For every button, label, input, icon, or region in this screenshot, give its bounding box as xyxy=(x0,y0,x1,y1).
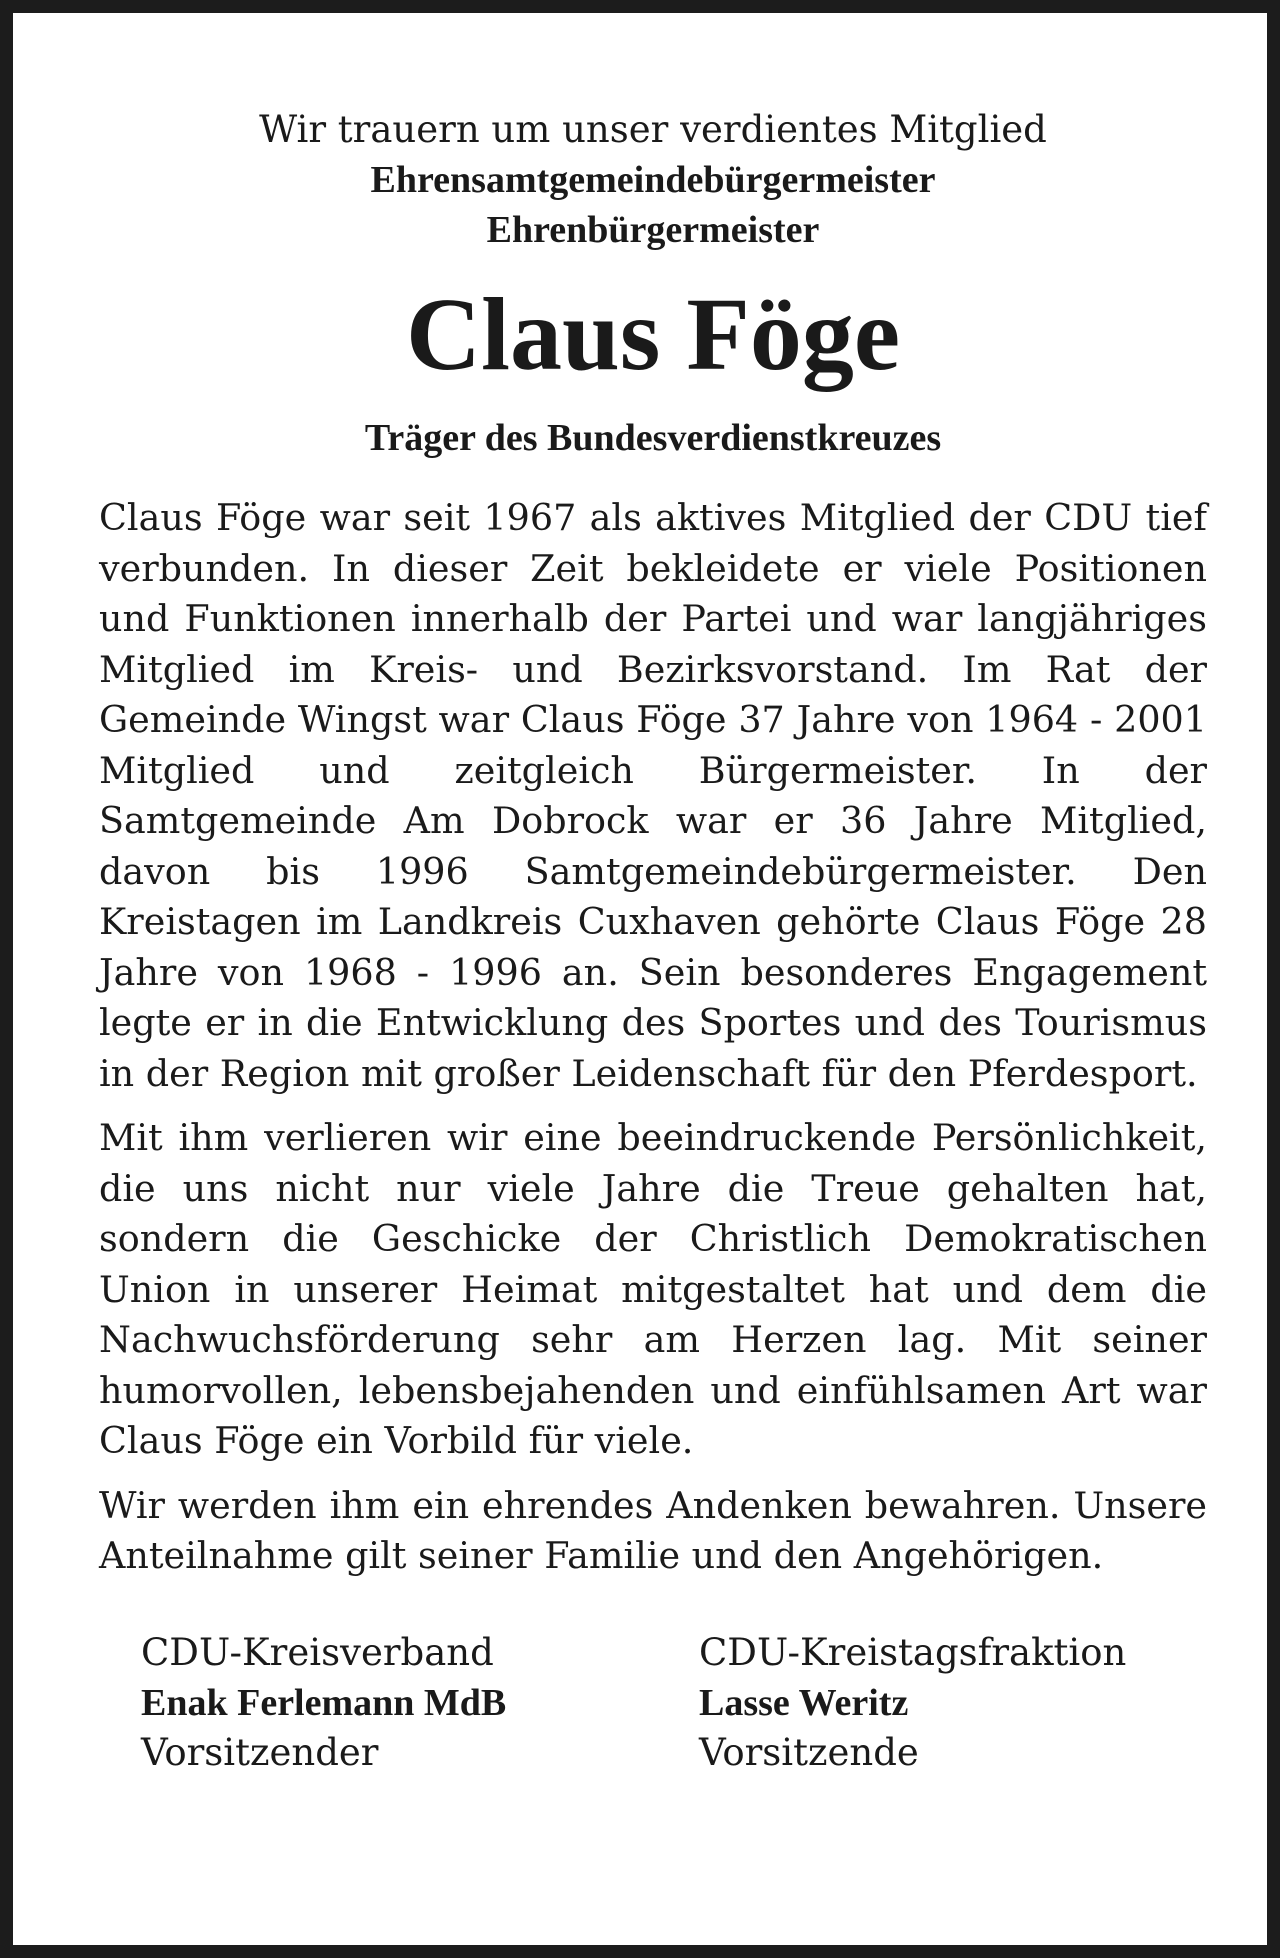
signature-block xyxy=(99,1628,1207,1778)
obituary-content xyxy=(99,105,1207,1778)
signature-person: Enak Ferlemann MdB xyxy=(141,1681,507,1724)
title-line-1: Ehrensamtgemeindebürgermeister xyxy=(370,159,936,201)
honor-line: Träger des Bundesverdienstkreuzes xyxy=(364,417,942,459)
paragraph-tribute: Mit ihm verlieren wir eine beeindruckende Persönlichkeit, die uns nicht nur viele Jahre die Treue gehalten hat, sondern die Geschicke der Christlich Demokratischen Union in unserer Heimat mitgestaltet hat und dem die Nachwuchsförderung sehr am Herzen lag. Mit seiner humorvollen, lebensbejahenden und einfühlsamen Art war Claus Föge ein Vorbild für viele. xyxy=(99,1116,1207,1462)
paragraph-biography: Claus Föge war seit 1967 als aktives Mitglied der CDU tief verbunden. In dieser Zeit bekleidete er viele Positionen und Funktionen innerhalb der Partei und war langjähriges Mitglied im Kreis- und Bezirksvorstand. Im Rat der Gemeinde Wingst war Claus Föge 37 Jahre von 1964 - 2001 Mitglied und zeitgleich Bürgermeister. In der Samtgemeinde Am Dobrock war er 36 Jahre Mitglied, davon bis 1996 Samtgemeindebürgermeister. Den Kreistagen im Landkreis Cuxhaven gehörte Claus Föge 28 Jahre von 1968 - 1996 an. Sein besonderes Engagement legte er in die Entwicklung des Sportes und des Tourismus in der Region mit großer Leidenschaft für den Pferdesport. xyxy=(99,496,1207,1095)
paragraph-condolence: Wir werden ihm ein ehrendes Andenken bewahren. Unsere Anteilnahme gilt seiner Familie und den Angehörigen. xyxy=(99,1483,1207,1577)
signature-kreisverband xyxy=(141,1628,699,1778)
signature-kreistagsfraktion xyxy=(699,1628,1199,1778)
intro-line: Wir trauern um unser verdientes Mitglied xyxy=(259,108,1047,151)
signature-person: Lasse Weritz xyxy=(699,1681,909,1724)
signature-organization: CDU-Kreistagsfraktion xyxy=(699,1630,1127,1674)
signature-organization: CDU-Kreisverband xyxy=(141,1630,494,1674)
title-line-2: Ehrenbürgermeister xyxy=(486,209,820,251)
deceased-name: Claus Föge xyxy=(406,277,900,392)
signature-role: Vorsitzende xyxy=(699,1730,919,1774)
signature-role: Vorsitzender xyxy=(141,1730,379,1774)
